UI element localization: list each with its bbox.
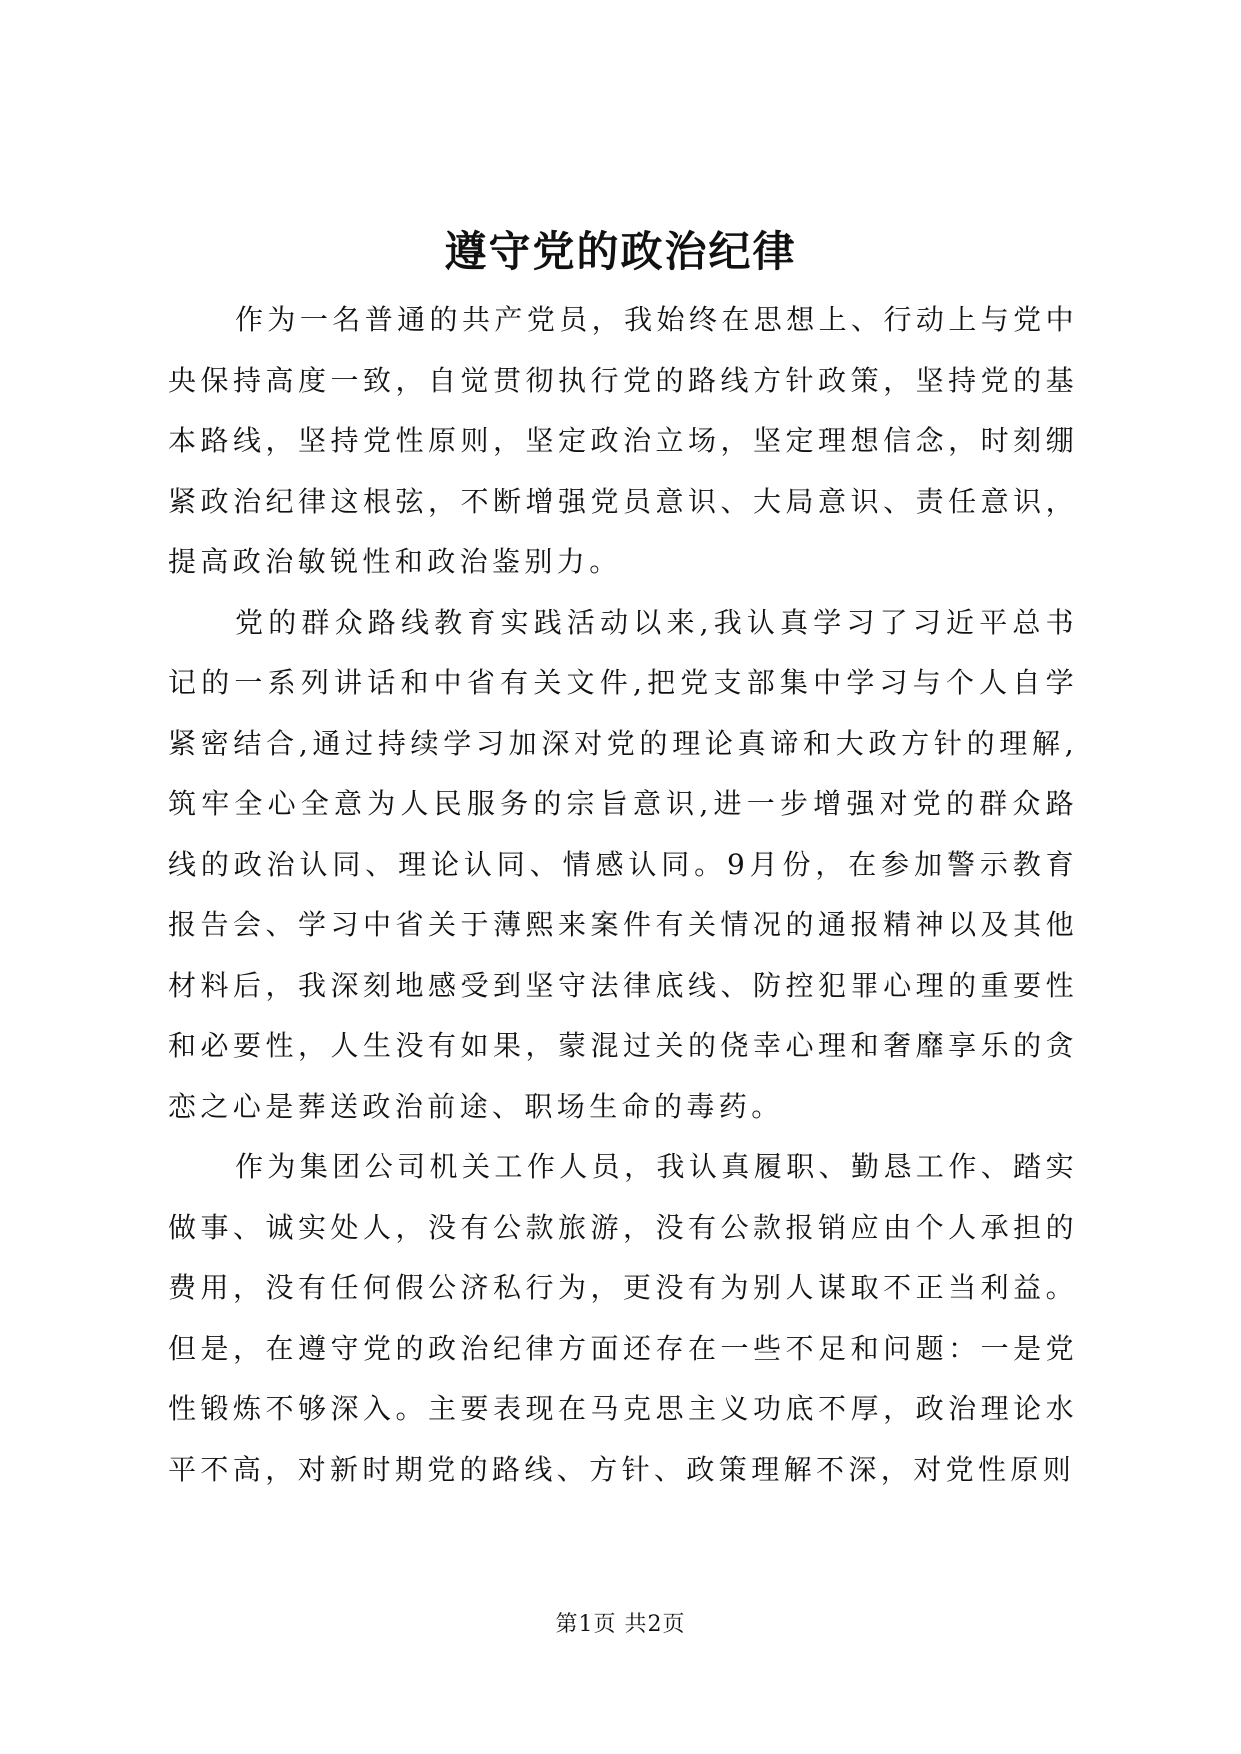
document-body [168,290,1078,1500]
document-title: 遵守党的政治纪律 [444,227,797,276]
paragraph-3: 作为集团公司机关工作人员，我认真履职、勤恳工作、踏实做事、诚实处人，没有公款旅游，没有公款报销应由个人承担的费用，没有任何假公济私行为，更没有为别人谋取不正当利益。但是，在遵守党的政治纪律方面还存在一些不足和问题：一是党性锻炼不够深入。主要表现在马克思主义功底不厚，政治理论水平不高，对新时期党的路线、方针、政策理解不深，对党性原则 [168,1150,1078,1486]
page-number-footer: 第1页 共2页 [555,1612,686,1637]
paragraph-1: 作为一名普通的共产党员，我始终在思想上、行动上与党中央保持高度一致，自觉贯彻执行党的路线方针政策，坚持党的基本路线，坚持党性原则，坚定政治立场，坚定理想信念，时刻绷紧政治纪律这根弦，不断增强党员意识、大局意识、责任意识，提高政治敏锐性和政治鉴别力。 [168,303,1078,578]
paragraph-2: 党的群众路线教育实践活动以来,我认真学习了习近平总书记的一系列讲话和中省有关文件,把党支部集中学习与个人自学紧密结合,通过持续学习加深对党的理论真谛和大政方针的理解,筑牢全心全意为人民服务的宗旨意识,进一步增强对党的群众路线的政治认同、理论认同、情感认同。9月份，在参加警示教育报告会、学习中省关于薄熙来案件有关情况的通报精神以及其他材料后，我深刻地感受到坚守法律底线、防控犯罪心理的重要性和必要性，人生没有如果，蒙混过关的侥幸心理和奢靡享乐的贪恋之心是葬送政治前途、职场生命的毒药。 [168,605,1078,1123]
